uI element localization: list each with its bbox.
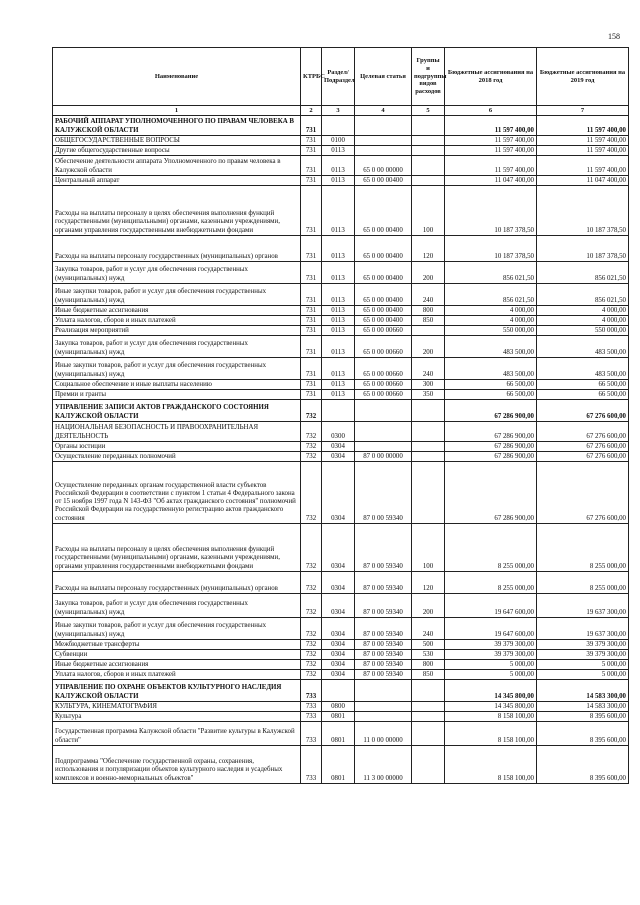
cell-name: Расходы на выплаты персоналу государственных (муниципальных) органов	[53, 236, 301, 262]
column-number: 1	[53, 106, 301, 116]
cell-2018: 550 000,00	[445, 326, 537, 336]
cell-2019: 14 583 300,00	[537, 680, 629, 702]
cell-target: 65 0 00 00400	[355, 236, 412, 262]
table-row	[53, 442, 629, 452]
cell-name: РАБОЧИЙ АППАРАТ УПОЛНОМОЧЕННОГО ПО ПРАВАМ ЧЕЛОВЕКА В КАЛУЖСКОЙ ОБЛАСТИ	[53, 116, 301, 136]
cell-ktrbs: 732	[301, 670, 322, 680]
cell-section: 0113	[322, 236, 355, 262]
cell-ktrbs: 732	[301, 650, 322, 660]
cell-target: 87 0 00 59340	[355, 650, 412, 660]
cell-ktrbs: 732	[301, 524, 322, 572]
cell-2019: 8 255 000,00	[537, 524, 629, 572]
cell-2018: 8 158 100,00	[445, 746, 537, 784]
cell-ktrbs: 732	[301, 400, 322, 422]
header-group: Группы и подгруппы видов расходов	[412, 48, 445, 106]
cell-2018: 67 286 900,00	[445, 452, 537, 462]
cell-name: Уплата налогов, сборов и иных платежей	[53, 670, 301, 680]
column-number: 7	[537, 106, 629, 116]
cell-name: Подпрограмма "Обеспечение государственной охраны, сохранения, использования и популяризации объектов культурного наследия и усадебных комплексов и военно-мемориальных объектов"	[53, 746, 301, 784]
cell-group: 240	[412, 618, 445, 640]
cell-target: 87 0 00 00000	[355, 452, 412, 462]
cell-name: Уплата налогов, сборов и иных платежей	[53, 316, 301, 326]
cell-2019: 5 000,00	[537, 660, 629, 670]
cell-ktrbs: 731	[301, 326, 322, 336]
cell-ktrbs: 731	[301, 262, 322, 284]
column-number: 6	[445, 106, 537, 116]
cell-2018: 66 500,00	[445, 380, 537, 390]
cell-2019: 11 597 400,00	[537, 156, 629, 176]
cell-target: 11 3 00 00000	[355, 746, 412, 784]
cell-2019: 67 276 600,00	[537, 400, 629, 422]
cell-ktrbs: 731	[301, 306, 322, 316]
cell-name: Межбюджетные трансферты	[53, 640, 301, 650]
cell-section: 0304	[322, 618, 355, 640]
cell-section: 0113	[322, 390, 355, 400]
cell-2018: 856 021,50	[445, 284, 537, 306]
cell-ktrbs: 731	[301, 316, 322, 326]
cell-2018: 14 345 800,00	[445, 680, 537, 702]
cell-name: ОБЩЕГОСУДАРСТВЕННЫЕ ВОПРОСЫ	[53, 136, 301, 146]
cell-group: 850	[412, 670, 445, 680]
table-row	[53, 136, 629, 146]
cell-2019: 856 021,50	[537, 262, 629, 284]
cell-target: 65 0 00 00400	[355, 186, 412, 236]
cell-group: 120	[412, 572, 445, 594]
cell-group: 300	[412, 380, 445, 390]
cell-ktrbs: 731	[301, 146, 322, 156]
cell-group: 350	[412, 390, 445, 400]
cell-section: 0113	[322, 262, 355, 284]
cell-2018: 483 500,00	[445, 336, 537, 358]
header-2019: Бюджетные ассигнования на 2019 год	[537, 48, 629, 106]
cell-2019: 67 276 600,00	[537, 452, 629, 462]
cell-target: 65 0 00 00660	[355, 390, 412, 400]
cell-2019: 19 637 300,00	[537, 618, 629, 640]
cell-section: 0304	[322, 524, 355, 572]
cell-section: 0304	[322, 452, 355, 462]
cell-group: 100	[412, 524, 445, 572]
cell-2018: 856 021,50	[445, 262, 537, 284]
cell-target	[355, 136, 412, 146]
cell-2018: 67 286 900,00	[445, 400, 537, 422]
cell-2018: 67 286 900,00	[445, 422, 537, 442]
cell-ktrbs: 733	[301, 702, 322, 712]
cell-name: Иные бюджетные ассигнования	[53, 306, 301, 316]
cell-section: 0304	[322, 650, 355, 660]
table-row	[53, 146, 629, 156]
cell-2018: 11 047 400,00	[445, 176, 537, 186]
cell-2018: 4 000,00	[445, 306, 537, 316]
table-row	[53, 650, 629, 660]
cell-group: 240	[412, 358, 445, 380]
cell-target: 87 0 00 59340	[355, 524, 412, 572]
cell-ktrbs: 731	[301, 336, 322, 358]
cell-ktrbs: 732	[301, 594, 322, 618]
cell-target: 87 0 00 59340	[355, 618, 412, 640]
cell-2019: 8 395 600,00	[537, 712, 629, 722]
cell-2018: 19 647 600,00	[445, 594, 537, 618]
cell-group	[412, 702, 445, 712]
cell-group	[412, 442, 445, 452]
cell-target	[355, 116, 412, 136]
cell-target	[355, 712, 412, 722]
cell-name: Закупка товаров, работ и услуг для обеспечения государственных (муниципальных) нужд	[53, 594, 301, 618]
cell-ktrbs: 731	[301, 176, 322, 186]
cell-target: 87 0 00 59340	[355, 462, 412, 524]
cell-2019: 11 597 400,00	[537, 116, 629, 136]
cell-group	[412, 116, 445, 136]
cell-name: Культура	[53, 712, 301, 722]
cell-2018: 67 286 900,00	[445, 442, 537, 452]
cell-ktrbs: 732	[301, 618, 322, 640]
cell-group: 800	[412, 306, 445, 316]
table-row	[53, 640, 629, 650]
cell-group: 240	[412, 284, 445, 306]
cell-2019: 67 276 600,00	[537, 462, 629, 524]
column-number: 2	[301, 106, 322, 116]
cell-target: 87 0 00 59340	[355, 594, 412, 618]
cell-name: КУЛЬТУРА, КИНЕМАТОГРАФИЯ	[53, 702, 301, 712]
cell-section: 0300	[322, 422, 355, 442]
table-row	[53, 336, 629, 358]
table-row	[53, 400, 629, 422]
cell-ktrbs: 731	[301, 136, 322, 146]
cell-name: УПРАВЛЕНИЕ ЗАПИСИ АКТОВ ГРАЖДАНСКОГО СОСТОЯНИЯ КАЛУЖСКОЙ ОБЛАСТИ	[53, 400, 301, 422]
cell-group: 200	[412, 336, 445, 358]
cell-ktrbs: 733	[301, 722, 322, 746]
cell-group: 200	[412, 262, 445, 284]
cell-ktrbs: 732	[301, 442, 322, 452]
table-row	[53, 722, 629, 746]
table-row	[53, 680, 629, 702]
cell-section: 0113	[322, 146, 355, 156]
cell-group: 200	[412, 594, 445, 618]
table-row	[53, 572, 629, 594]
cell-2018: 19 647 600,00	[445, 618, 537, 640]
cell-ktrbs: 731	[301, 186, 322, 236]
cell-name: УПРАВЛЕНИЕ ПО ОХРАНЕ ОБЪЕКТОВ КУЛЬТУРНОГО НАСЛЕДИЯ КАЛУЖСКОЙ ОБЛАСТИ	[53, 680, 301, 702]
cell-section: 0113	[322, 156, 355, 176]
cell-2018: 11 597 400,00	[445, 156, 537, 176]
header-section: Раздел/ Подраздел	[322, 48, 355, 106]
column-number: 4	[355, 106, 412, 116]
table-row	[53, 186, 629, 236]
cell-2019: 483 500,00	[537, 336, 629, 358]
cell-2019: 5 000,00	[537, 670, 629, 680]
cell-ktrbs: 732	[301, 452, 322, 462]
cell-target: 87 0 00 59340	[355, 660, 412, 670]
budget-table	[52, 47, 629, 784]
cell-ktrbs: 731	[301, 358, 322, 380]
cell-target: 65 0 00 00660	[355, 336, 412, 358]
table-row	[53, 594, 629, 618]
cell-name: Закупка товаров, работ и услуг для обеспечения государственных (муниципальных) нужд	[53, 336, 301, 358]
cell-group	[412, 326, 445, 336]
table-body	[53, 116, 629, 784]
cell-2018: 483 500,00	[445, 358, 537, 380]
cell-group: 500	[412, 640, 445, 650]
table-row	[53, 380, 629, 390]
table-row	[53, 712, 629, 722]
table-row	[53, 746, 629, 784]
cell-2019: 66 500,00	[537, 380, 629, 390]
cell-name: Закупка товаров, работ и услуг для обеспечения государственных (муниципальных) нужд	[53, 262, 301, 284]
cell-2019: 10 187 378,50	[537, 186, 629, 236]
cell-section: 0304	[322, 670, 355, 680]
cell-ktrbs: 732	[301, 660, 322, 670]
cell-name: Иные закупки товаров, работ и услуг для обеспечения государственных (муниципальных) нужд	[53, 618, 301, 640]
table-row	[53, 262, 629, 284]
cell-ktrbs: 733	[301, 746, 322, 784]
cell-group: 850	[412, 316, 445, 326]
cell-target: 65 0 00 00400	[355, 316, 412, 326]
cell-target	[355, 680, 412, 702]
header-ktrbs: КТРБС	[301, 48, 322, 106]
cell-name: Социальное обеспечение и иные выплаты населению	[53, 380, 301, 390]
cell-name: Осуществление переданных полномочий	[53, 452, 301, 462]
cell-target	[355, 146, 412, 156]
table-row	[53, 524, 629, 572]
cell-section: 0113	[322, 306, 355, 316]
cell-2018: 5 000,00	[445, 670, 537, 680]
cell-2018: 11 597 400,00	[445, 116, 537, 136]
cell-2019: 483 500,00	[537, 358, 629, 380]
cell-section: 0801	[322, 712, 355, 722]
table-row	[53, 702, 629, 712]
cell-name: Центральный аппарат	[53, 176, 301, 186]
cell-section: 0113	[322, 336, 355, 358]
cell-group	[412, 746, 445, 784]
cell-group	[412, 156, 445, 176]
cell-2019: 550 000,00	[537, 326, 629, 336]
cell-name: Премии и гранты	[53, 390, 301, 400]
cell-target: 87 0 00 59340	[355, 670, 412, 680]
cell-group: 120	[412, 236, 445, 262]
cell-2018: 10 187 378,50	[445, 186, 537, 236]
cell-target: 65 0 00 00660	[355, 358, 412, 380]
cell-group	[412, 452, 445, 462]
table-row	[53, 670, 629, 680]
cell-name: НАЦИОНАЛЬНАЯ БЕЗОПАСНОСТЬ И ПРАВООХРАНИТЕЛЬНАЯ ДЕЯТЕЛЬНОСТЬ	[53, 422, 301, 442]
column-number: 5	[412, 106, 445, 116]
cell-group: 530	[412, 650, 445, 660]
cell-section: 0800	[322, 702, 355, 712]
cell-ktrbs: 731	[301, 156, 322, 176]
cell-group	[412, 176, 445, 186]
table-row	[53, 452, 629, 462]
cell-section: 0304	[322, 462, 355, 524]
cell-ktrbs: 732	[301, 640, 322, 650]
table-row	[53, 284, 629, 306]
cell-group	[412, 422, 445, 442]
cell-ktrbs: 731	[301, 236, 322, 262]
cell-name: Иные закупки товаров, работ и услуг для обеспечения государственных (муниципальных) нужд	[53, 284, 301, 306]
table-row	[53, 116, 629, 136]
cell-name: Расходы на выплаты персоналу в целях обеспечения выполнения функций государственными (муниципальными) органами, казенными учреждениями, органами управления государственными внебюджетными фондами	[53, 524, 301, 572]
cell-2018: 66 500,00	[445, 390, 537, 400]
cell-target: 87 0 00 59340	[355, 640, 412, 650]
table-row	[53, 390, 629, 400]
header-name: Наименование	[53, 48, 301, 106]
cell-section: 0304	[322, 660, 355, 670]
cell-section	[322, 400, 355, 422]
cell-target	[355, 702, 412, 712]
cell-name: Субвенции	[53, 650, 301, 660]
cell-group	[412, 680, 445, 702]
cell-section: 0113	[322, 284, 355, 306]
table-header-row	[53, 48, 629, 106]
table-row	[53, 326, 629, 336]
cell-target: 87 0 00 59340	[355, 572, 412, 594]
cell-name: Органы юстиции	[53, 442, 301, 452]
cell-section: 0304	[322, 640, 355, 650]
cell-ktrbs: 733	[301, 712, 322, 722]
cell-2019: 14 583 300,00	[537, 702, 629, 712]
cell-2019: 856 021,50	[537, 284, 629, 306]
cell-name: Расходы на выплаты персоналу государственных (муниципальных) органов	[53, 572, 301, 594]
cell-2018: 4 000,00	[445, 316, 537, 326]
cell-2018: 5 000,00	[445, 660, 537, 670]
cell-name: Реализация мероприятий	[53, 326, 301, 336]
cell-section: 0801	[322, 722, 355, 746]
cell-2019: 39 379 300,00	[537, 650, 629, 660]
cell-ktrbs: 733	[301, 680, 322, 702]
table-row	[53, 156, 629, 176]
cell-target: 65 0 00 00400	[355, 262, 412, 284]
page-number: 158	[608, 32, 620, 41]
cell-2019: 11 597 400,00	[537, 146, 629, 156]
table-row	[53, 358, 629, 380]
cell-2019: 8 255 000,00	[537, 572, 629, 594]
cell-group: 800	[412, 660, 445, 670]
cell-target: 65 0 00 00000	[355, 156, 412, 176]
cell-section: 0304	[322, 442, 355, 452]
cell-2019: 11 597 400,00	[537, 136, 629, 146]
cell-2019: 4 000,00	[537, 316, 629, 326]
cell-target: 65 0 00 00400	[355, 284, 412, 306]
column-number-row	[53, 106, 629, 116]
table-row	[53, 316, 629, 326]
column-number: 3	[322, 106, 355, 116]
cell-section	[322, 680, 355, 702]
header-target: Целевая статья	[355, 48, 412, 106]
table-row	[53, 306, 629, 316]
cell-group	[412, 146, 445, 156]
cell-section: 0113	[322, 176, 355, 186]
table-row	[53, 660, 629, 670]
cell-target	[355, 400, 412, 422]
cell-2019: 67 276 600,00	[537, 422, 629, 442]
cell-group	[412, 722, 445, 746]
cell-2018: 8 158 100,00	[445, 712, 537, 722]
cell-2019: 66 500,00	[537, 390, 629, 400]
cell-ktrbs: 731	[301, 284, 322, 306]
cell-section: 0304	[322, 572, 355, 594]
cell-2018: 14 345 800,00	[445, 702, 537, 712]
cell-2018: 11 597 400,00	[445, 146, 537, 156]
cell-target: 65 0 00 00660	[355, 326, 412, 336]
header-2018: Бюджетные ассигнования на 2018 год	[445, 48, 537, 106]
cell-2018: 10 187 378,50	[445, 236, 537, 262]
cell-2019: 10 187 378,50	[537, 236, 629, 262]
cell-2018: 8 158 100,00	[445, 722, 537, 746]
cell-target	[355, 442, 412, 452]
cell-name: Расходы на выплаты персоналу в целях обеспечения выполнения функций государственными (муниципальными) органами, казенными учреждениями, органами управления государственными внебюджетными фондами	[53, 186, 301, 236]
cell-2018: 39 379 300,00	[445, 650, 537, 660]
cell-2018: 39 379 300,00	[445, 640, 537, 650]
cell-target: 11 0 00 00000	[355, 722, 412, 746]
cell-name: Обеспечение деятельности аппарата Уполномоченного по правам человека в Калужской области	[53, 156, 301, 176]
cell-2018: 8 255 000,00	[445, 572, 537, 594]
cell-2019: 8 395 600,00	[537, 722, 629, 746]
cell-group	[412, 400, 445, 422]
cell-name: Иные бюджетные ассигнования	[53, 660, 301, 670]
cell-section: 0113	[322, 358, 355, 380]
cell-2018: 11 597 400,00	[445, 136, 537, 146]
cell-group	[412, 712, 445, 722]
cell-section: 0113	[322, 380, 355, 390]
cell-target: 65 0 00 00660	[355, 380, 412, 390]
cell-section: 0113	[322, 316, 355, 326]
cell-name: Другие общегосударственные вопросы	[53, 146, 301, 156]
table-row	[53, 462, 629, 524]
cell-group: 100	[412, 186, 445, 236]
cell-2019: 67 276 600,00	[537, 442, 629, 452]
cell-target	[355, 422, 412, 442]
cell-section: 0100	[322, 136, 355, 146]
cell-ktrbs: 732	[301, 572, 322, 594]
cell-ktrbs: 732	[301, 462, 322, 524]
cell-ktrbs: 731	[301, 380, 322, 390]
cell-2018: 67 286 900,00	[445, 462, 537, 524]
cell-group	[412, 462, 445, 524]
cell-section: 0113	[322, 326, 355, 336]
cell-section: 0113	[322, 186, 355, 236]
cell-2019: 11 047 400,00	[537, 176, 629, 186]
cell-section	[322, 116, 355, 136]
cell-target: 65 0 00 00400	[355, 306, 412, 316]
cell-target: 65 0 00 00400	[355, 176, 412, 186]
cell-section: 0801	[322, 746, 355, 784]
cell-ktrbs: 731	[301, 116, 322, 136]
table-row	[53, 618, 629, 640]
cell-2019: 8 395 600,00	[537, 746, 629, 784]
cell-group	[412, 136, 445, 146]
table-row	[53, 422, 629, 442]
cell-name: Иные закупки товаров, работ и услуг для обеспечения государственных (муниципальных) нужд	[53, 358, 301, 380]
cell-ktrbs: 731	[301, 390, 322, 400]
cell-ktrbs: 732	[301, 422, 322, 442]
cell-2019: 39 379 300,00	[537, 640, 629, 650]
cell-name: Осуществление переданных органам государственной власти субъектов Российской Федерации в соответствии с пунктом 1 статьи 4 Федерального закона от 15 ноября 1997 года N 143-ФЗ "Об актах гражданского состояния" полномочий Российской Федерации на государственную регистрацию актов гражданского состояния	[53, 462, 301, 524]
cell-section: 0304	[322, 594, 355, 618]
cell-name: Государственная программа Калужской области "Развитие культуры в Калужской области"	[53, 722, 301, 746]
cell-2019: 4 000,00	[537, 306, 629, 316]
cell-2019: 19 637 300,00	[537, 594, 629, 618]
table-row	[53, 176, 629, 186]
table-row	[53, 236, 629, 262]
cell-2018: 8 255 000,00	[445, 524, 537, 572]
